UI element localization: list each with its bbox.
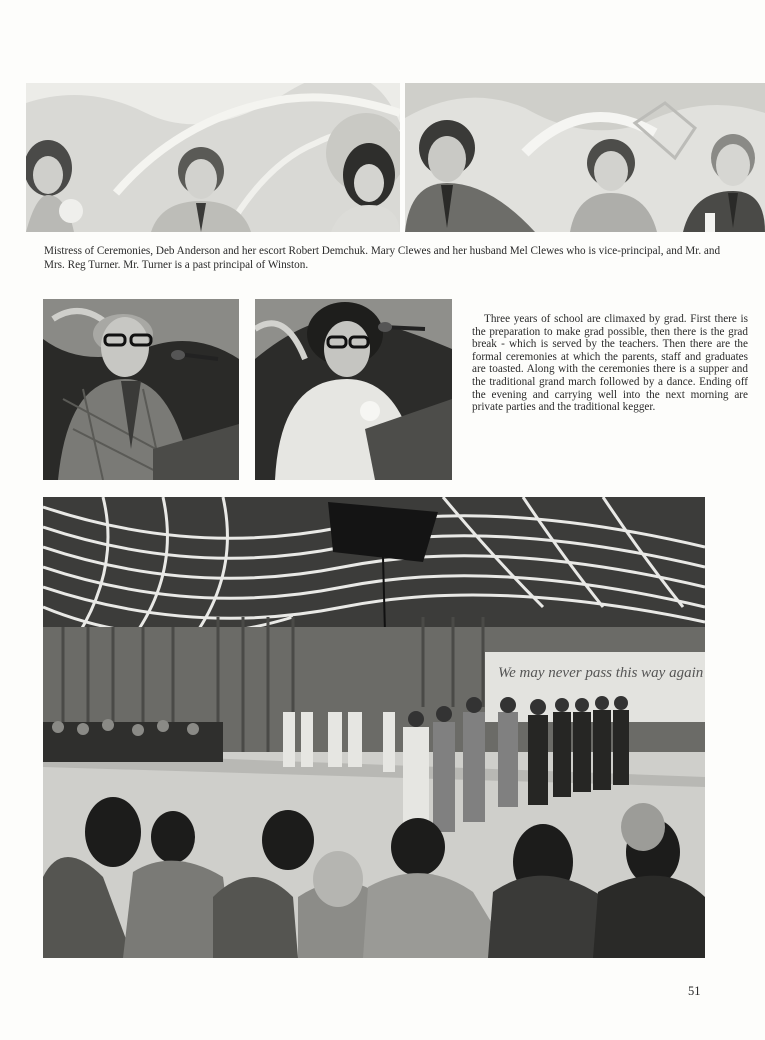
head-table-photo-right [405,83,765,232]
backdrop-sign: We may never pass this way again [498,665,704,681]
speaker-man-photo [43,299,239,480]
article-body: Three years of school are climaxed by grad. First there is the preparation to make grad possible, then there is the grad break - which is served by the teachers. Then there are the formal ceremonies at which the parents, staff and graduates are toasted. Along with the ceremonies there is a supper and the traditional grand march followed by a dance. Ending off the evening and carrying well into the next morning are private parties and the traditional kegger. [472,313,748,414]
grand-march-photo [43,497,705,958]
head-table-caption: Mistress of Ceremonies, Deb Anderson and her escort Robert Demchuk. Mary Clewes and her husband Mel Clewes who is vice-principal, and Mr. and Mrs. Reg Turner. Mr. Turner is a past principal of Winston. [44,245,721,271]
page-number: 51 [688,984,701,998]
speaker-woman-photo [255,299,452,480]
head-table-photo-left [26,83,400,232]
